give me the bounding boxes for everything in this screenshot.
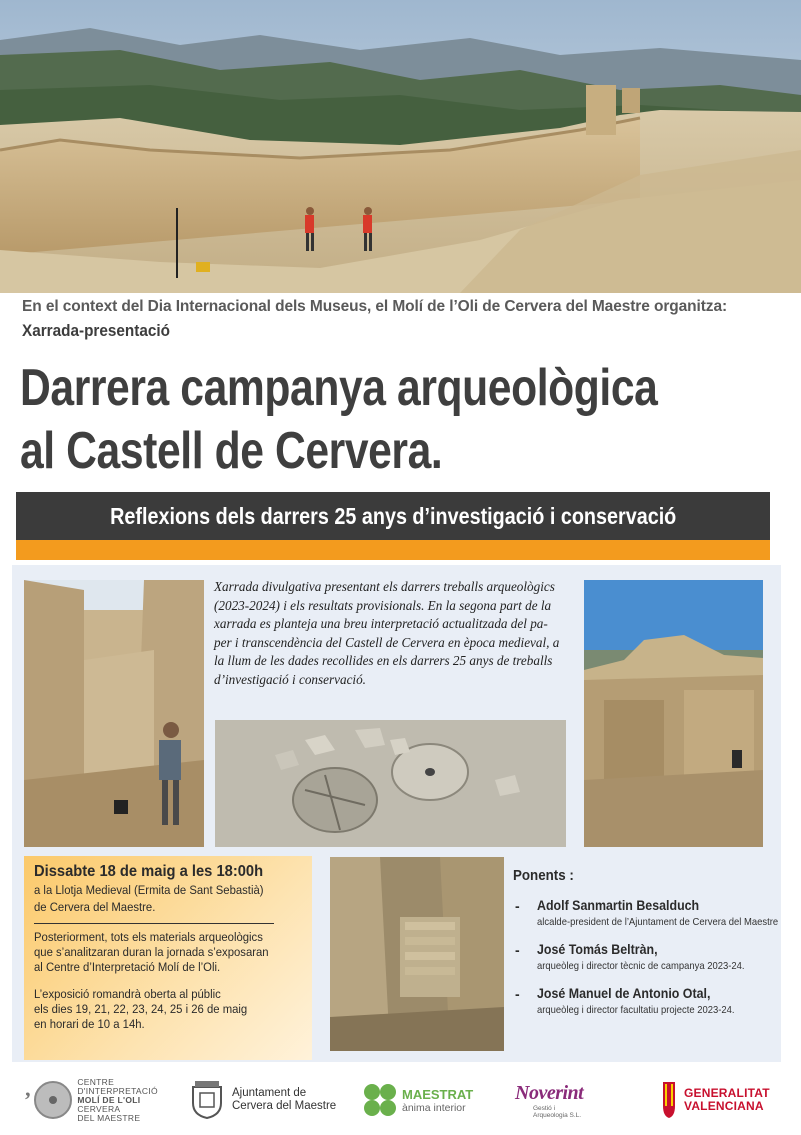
after-line3: al Centre d’Interpretació Molí de l’Oli. [34,960,221,974]
speaker-role: alcalde-president de l’Ajuntament de Cervera del Maestre [537,916,779,928]
expo-line3: en horari de 10 a 14h. [34,1017,145,1031]
event-venue-line1: a la Llotja Medieval (Ermita de Sant Sebastià) [34,883,264,897]
generalitat-emblem-icon [660,1080,678,1120]
logo-maestrat: MAESTRAT ànima interior [362,1070,473,1130]
photo-excavated-walls [330,857,504,1051]
photo-castle-ruins [584,580,763,847]
logo-ajuntament: Ajuntament de Cervera del Maestre [190,1070,336,1130]
subtitle-text: Reflexions dels darrers 25 anys d’investigació i conservació [109,502,677,529]
speaker-name: José Tomás Beltràn, [537,942,658,957]
logo-centre-interpretacio: ’ CENTRE D'INTERPRETACIÓ MOLÍ DE L'OLI CERVERA DEL MAESTRE [24,1076,158,1123]
event-date: Dissabte 18 de maig a les 18:00h [34,863,264,880]
after-line2: que s’analitzaran duran la jornada s’exposaran [34,945,269,959]
clover-icon [362,1082,398,1118]
coat-of-arms-icon [190,1081,224,1119]
speakers-section [513,868,779,1030]
page-title-line1: Darrera campanya arqueològica [20,359,658,417]
sponsor-logos [0,1070,801,1130]
speaker-role: arqueòleg i director facultatiu projecte 2023-24. [537,1004,735,1016]
speakers-heading: Ponents : [513,868,574,884]
event-kind: Xarrada-presentació [22,321,170,340]
accent-bar [16,540,770,560]
event-venue-line2: de Cervera del Maestre. [34,900,156,914]
expo-line1: L’exposició romandrà oberta al públic [34,987,221,1001]
logo-noverint: Noverint Gestió i Arqueologia S.L. [515,1081,584,1119]
intro-line: En el context del Dia Internacional dels Museus, el Molí de l’Oli de Cervera del Maestre organitza: [22,298,728,315]
after-line1: Posteriorment, tots els materials arqueològics [34,930,263,944]
photo-millstone-fragments [215,720,566,847]
speaker-name: José Manuel de Antonio Otal, [537,986,711,1001]
talk-description: Xarrada divulgativa presentant els darrers treballs arqueològics (2023-2024) i els resultats provisionals. En la segona part de la xarrada es planteja una breu interpretació actualitzada del pa- per i transcendència del Castell de Cervera en època medieval, a la llum de les dades recollides en els darrers 25 anys de treballs d’investigació i conservació. [214,579,560,687]
speaker-item: - José Tomás Beltràn, arqueòleg i director tècnic de campanya 2023-24. [513,942,775,972]
photo-excavation-worker [24,580,204,847]
speaker-item: - José Manuel de Antonio Otal, arqueòleg i director facultatiu projecte 2023-24. [513,986,775,1016]
millstone-icon [33,1080,73,1120]
page-title-line2: al Castell de Cervera. [20,422,443,480]
divider [34,923,274,924]
speaker-role: arqueòleg i director tècnic de campanya 2023-24. [537,960,745,972]
speaker-name: Adolf Sanmartin Besalduch [537,898,700,913]
logo-generalitat: GENERALITAT VALENCIANA [660,1070,770,1130]
speaker-item: - Adolf Sanmartin Besalduch alcalde-president de l’Ajuntament de Cervera del Maestre [515,898,779,928]
expo-line2: els dies 19, 21, 22, 23, 24, 25 i 26 de maig [34,1002,248,1016]
event-info-box [24,856,312,1060]
subtitle-band [16,492,770,540]
hero-photo-castle-excavation [0,0,801,293]
